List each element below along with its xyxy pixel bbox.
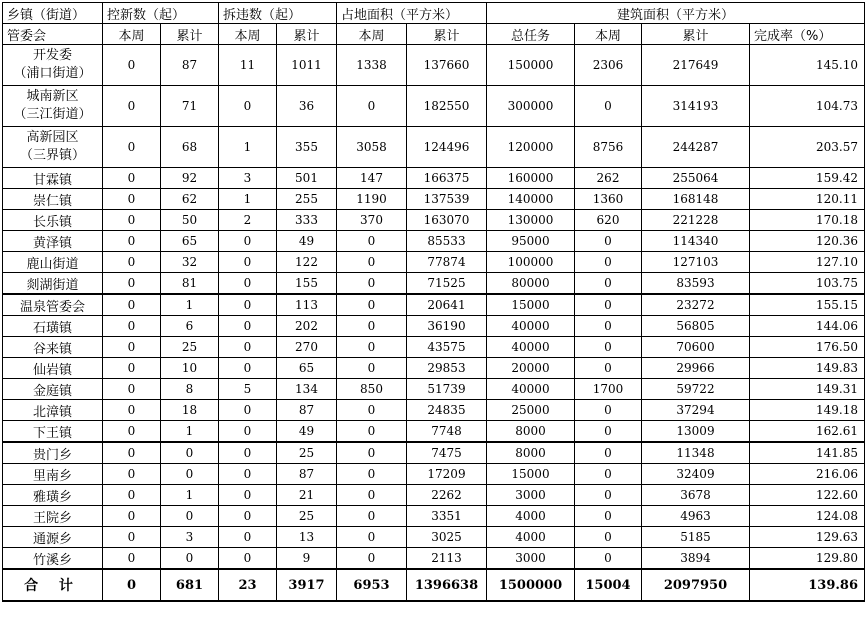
control-week-cell: 0 [103, 506, 161, 527]
table-row [3, 45, 865, 86]
table-row [3, 506, 865, 527]
table-row [3, 189, 865, 210]
demolish-week-cell: 0 [219, 400, 277, 421]
control-week-cell: 0 [103, 231, 161, 252]
building-total-cell: 168148 [642, 189, 750, 210]
building-task-cell: 95000 [487, 231, 575, 252]
building-task-cell: 160000 [487, 168, 575, 189]
control-total-cell: 3 [161, 527, 219, 548]
land-total-cell: 7475 [407, 442, 487, 464]
completion-rate-cell: 145.10 [750, 45, 865, 86]
control-week-cell: 0 [103, 210, 161, 231]
demolish-week-cell: 0 [219, 231, 277, 252]
land-total-cell: 163070 [407, 210, 487, 231]
land-week-cell: 1338 [337, 45, 407, 86]
control-week-cell: 0 [103, 252, 161, 273]
total-row [3, 569, 865, 601]
control-week-cell: 0 [103, 127, 161, 168]
building-week-cell: 0 [575, 485, 642, 506]
building-task-cell: 8000 [487, 442, 575, 464]
land-total-cell: 3351 [407, 506, 487, 527]
header-building-task: 总任务 [487, 24, 575, 45]
town-name-cell: 贵门乡 [3, 442, 103, 464]
land-total-cell: 2113 [407, 548, 487, 570]
demolish-week-cell: 0 [219, 442, 277, 464]
demolish-week-cell: 0 [219, 421, 277, 443]
completion-rate-cell: 120.36 [750, 231, 865, 252]
town-name-cell: 王院乡 [3, 506, 103, 527]
control-total-cell: 25 [161, 337, 219, 358]
header-building-total: 累计 [642, 24, 750, 45]
land-week-cell: 0 [337, 485, 407, 506]
header-control-total: 累计 [161, 24, 219, 45]
building-week-cell: 0 [575, 86, 642, 127]
town-name-cell: 甘霖镇 [3, 168, 103, 189]
land-week-cell: 0 [337, 527, 407, 548]
demolish-total-cell: 87 [277, 400, 337, 421]
building-total-cell: 13009 [642, 421, 750, 443]
town-name-cell: 剡湖街道 [3, 273, 103, 295]
building-total-cell: 32409 [642, 464, 750, 485]
control-week-cell: 0 [103, 273, 161, 295]
control-week-cell: 0 [103, 86, 161, 127]
building-week-cell: 0 [575, 442, 642, 464]
land-total-cell: 36190 [407, 316, 487, 337]
table-row [3, 337, 865, 358]
building-total-cell: 4963 [642, 506, 750, 527]
building-total-cell: 3894 [642, 548, 750, 570]
land-week-cell: 0 [337, 421, 407, 443]
land-total-cell: 43575 [407, 337, 487, 358]
town-name-cell: 崇仁镇 [3, 189, 103, 210]
table-row [3, 168, 865, 189]
demolish-week-cell: 2 [219, 210, 277, 231]
town-name-cell: 下王镇 [3, 421, 103, 443]
control-week-cell: 0 [103, 442, 161, 464]
land-week-cell: 0 [337, 358, 407, 379]
completion-rate-cell: 170.18 [750, 210, 865, 231]
building-total-cell: 314193 [642, 86, 750, 127]
town-name-cell: 高新园区 （三界镇） [3, 127, 103, 168]
table-row [3, 442, 865, 464]
demolish-week-cell: 0 [219, 252, 277, 273]
land-total-cell: 182550 [407, 86, 487, 127]
demolish-week-cell: 0 [219, 294, 277, 316]
demolish-total-cell: 255 [277, 189, 337, 210]
completion-rate-cell: 120.11 [750, 189, 865, 210]
building-week-cell: 620 [575, 210, 642, 231]
demolish-total-cell: 13 [277, 527, 337, 548]
demolish-week-cell: 5 [219, 379, 277, 400]
land-week-cell: 0 [337, 294, 407, 316]
control-total-cell: 0 [161, 464, 219, 485]
completion-rate-cell: 104.73 [750, 86, 865, 127]
demolish-total-cell: 134 [277, 379, 337, 400]
demolish-total-cell: 355 [277, 127, 337, 168]
table-row [3, 421, 865, 443]
building-task-cell: 130000 [487, 210, 575, 231]
completion-rate-cell: 155.15 [750, 294, 865, 316]
building-total-cell: 221228 [642, 210, 750, 231]
demolish-total-cell: 202 [277, 316, 337, 337]
building-task-cell: 20000 [487, 358, 575, 379]
land-total-cell: 124496 [407, 127, 487, 168]
control-total-cell: 71 [161, 86, 219, 127]
building-total-cell: 11348 [642, 442, 750, 464]
completion-rate-cell: 122.60 [750, 485, 865, 506]
town-name-cell: 雅璜乡 [3, 485, 103, 506]
control-week-cell: 0 [103, 548, 161, 570]
control-week-cell: 0 [103, 421, 161, 443]
land-week-cell: 6953 [337, 569, 407, 601]
building-total-cell: 70600 [642, 337, 750, 358]
land-week-cell: 0 [337, 442, 407, 464]
building-week-cell: 0 [575, 337, 642, 358]
demolish-total-cell: 49 [277, 231, 337, 252]
header-demolish-week: 本周 [219, 24, 277, 45]
header-demolish-count: 拆违数（起） [219, 3, 337, 24]
land-total-cell: 85533 [407, 231, 487, 252]
control-total-cell: 681 [161, 569, 219, 601]
control-week-cell: 0 [103, 337, 161, 358]
table-row [3, 316, 865, 337]
land-total-cell: 137660 [407, 45, 487, 86]
building-total-cell: 114340 [642, 231, 750, 252]
table-row [3, 210, 865, 231]
control-week-cell: 0 [103, 485, 161, 506]
header-land-week: 本周 [337, 24, 407, 45]
demolish-week-cell: 1 [219, 189, 277, 210]
building-task-cell: 1500000 [487, 569, 575, 601]
control-week-cell: 0 [103, 45, 161, 86]
building-week-cell: 2306 [575, 45, 642, 86]
control-week-cell: 0 [103, 189, 161, 210]
building-week-cell: 0 [575, 400, 642, 421]
demolish-week-cell: 0 [219, 273, 277, 295]
building-total-cell: 59722 [642, 379, 750, 400]
building-week-cell: 0 [575, 252, 642, 273]
building-week-cell: 0 [575, 231, 642, 252]
completion-rate-cell: 162.61 [750, 421, 865, 443]
control-total-cell: 87 [161, 45, 219, 86]
town-name-cell: 城南新区 （三江街道） [3, 86, 103, 127]
building-task-cell: 40000 [487, 316, 575, 337]
building-week-cell: 0 [575, 506, 642, 527]
demolish-week-cell: 23 [219, 569, 277, 601]
building-task-cell: 40000 [487, 337, 575, 358]
completion-rate-cell: 149.18 [750, 400, 865, 421]
demolish-total-cell: 501 [277, 168, 337, 189]
land-week-cell: 0 [337, 316, 407, 337]
control-total-cell: 62 [161, 189, 219, 210]
table-row [3, 231, 865, 252]
control-week-cell: 0 [103, 464, 161, 485]
building-week-cell: 262 [575, 168, 642, 189]
building-total-cell: 56805 [642, 316, 750, 337]
control-total-cell: 1 [161, 294, 219, 316]
completion-rate-cell: 149.31 [750, 379, 865, 400]
town-name-cell: 通源乡 [3, 527, 103, 548]
demolish-week-cell: 0 [219, 464, 277, 485]
building-week-cell: 0 [575, 316, 642, 337]
demolish-total-cell: 270 [277, 337, 337, 358]
land-week-cell: 0 [337, 337, 407, 358]
demolish-week-cell: 0 [219, 527, 277, 548]
building-total-cell: 5185 [642, 527, 750, 548]
table-row [3, 548, 865, 570]
control-total-cell: 92 [161, 168, 219, 189]
town-name-cell: 竹溪乡 [3, 548, 103, 570]
demolish-total-cell: 49 [277, 421, 337, 443]
demolish-total-cell: 122 [277, 252, 337, 273]
demolish-week-cell: 11 [219, 45, 277, 86]
land-total-cell: 24835 [407, 400, 487, 421]
building-task-cell: 15000 [487, 464, 575, 485]
land-total-cell: 3025 [407, 527, 487, 548]
demolish-week-cell: 0 [219, 316, 277, 337]
building-week-cell: 0 [575, 464, 642, 485]
control-week-cell: 0 [103, 316, 161, 337]
demolish-total-cell: 87 [277, 464, 337, 485]
control-total-cell: 10 [161, 358, 219, 379]
town-name-cell: 长乐镇 [3, 210, 103, 231]
building-task-cell: 3000 [487, 485, 575, 506]
demolish-total-cell: 25 [277, 442, 337, 464]
land-total-cell: 29853 [407, 358, 487, 379]
demolish-total-cell: 333 [277, 210, 337, 231]
building-week-cell: 0 [575, 421, 642, 443]
demolish-week-cell: 3 [219, 168, 277, 189]
header-control-week: 本周 [103, 24, 161, 45]
table-row [3, 294, 865, 316]
building-task-cell: 80000 [487, 273, 575, 295]
building-task-cell: 300000 [487, 86, 575, 127]
town-name-cell: 金庭镇 [3, 379, 103, 400]
header-town: 乡镇（街道） [3, 3, 103, 24]
building-total-cell: 3678 [642, 485, 750, 506]
header-row-sub [3, 24, 865, 45]
town-name-cell: 鹿山街道 [3, 252, 103, 273]
header-row-group [3, 3, 865, 24]
completion-rate-cell: 176.50 [750, 337, 865, 358]
completion-rate-cell: 124.08 [750, 506, 865, 527]
control-week-cell: 0 [103, 358, 161, 379]
header-land-total: 累计 [407, 24, 487, 45]
demolish-week-cell: 0 [219, 485, 277, 506]
control-week-cell: 0 [103, 294, 161, 316]
land-week-cell: 1190 [337, 189, 407, 210]
building-task-cell: 140000 [487, 189, 575, 210]
land-week-cell: 0 [337, 400, 407, 421]
statistics-table [2, 2, 865, 602]
building-total-cell: 29966 [642, 358, 750, 379]
demolish-total-cell: 25 [277, 506, 337, 527]
table-row [3, 273, 865, 295]
table-row [3, 527, 865, 548]
town-name-cell: 合 计 [3, 569, 103, 601]
demolish-week-cell: 0 [219, 337, 277, 358]
table-row [3, 252, 865, 273]
land-total-cell: 166375 [407, 168, 487, 189]
completion-rate-cell: 159.42 [750, 168, 865, 189]
header-committee: 管委会 [3, 24, 103, 45]
land-total-cell: 20641 [407, 294, 487, 316]
building-week-cell: 1360 [575, 189, 642, 210]
building-week-cell: 0 [575, 527, 642, 548]
completion-rate-cell: 129.80 [750, 548, 865, 570]
demolish-total-cell: 3917 [277, 569, 337, 601]
land-week-cell: 147 [337, 168, 407, 189]
land-week-cell: 3058 [337, 127, 407, 168]
building-task-cell: 100000 [487, 252, 575, 273]
table-row [3, 485, 865, 506]
demolish-total-cell: 113 [277, 294, 337, 316]
completion-rate-cell: 103.75 [750, 273, 865, 295]
demolish-week-cell: 0 [219, 548, 277, 570]
demolish-total-cell: 9 [277, 548, 337, 570]
completion-rate-cell: 139.86 [750, 569, 865, 601]
building-total-cell: 244287 [642, 127, 750, 168]
header-control-count: 控新数（起） [103, 3, 219, 24]
land-week-cell: 0 [337, 506, 407, 527]
land-total-cell: 1396638 [407, 569, 487, 601]
demolish-total-cell: 21 [277, 485, 337, 506]
control-week-cell: 0 [103, 168, 161, 189]
land-week-cell: 850 [337, 379, 407, 400]
header-building-area: 建筑面积（平方米） [487, 3, 865, 24]
building-total-cell: 23272 [642, 294, 750, 316]
demolish-week-cell: 1 [219, 127, 277, 168]
header-completion-rate: 完成率（%） [750, 24, 865, 45]
control-total-cell: 18 [161, 400, 219, 421]
completion-rate-cell: 141.85 [750, 442, 865, 464]
demolish-week-cell: 0 [219, 506, 277, 527]
control-week-cell: 0 [103, 527, 161, 548]
completion-rate-cell: 144.06 [750, 316, 865, 337]
building-week-cell: 0 [575, 358, 642, 379]
demolish-total-cell: 155 [277, 273, 337, 295]
control-week-cell: 0 [103, 379, 161, 400]
building-week-cell: 0 [575, 294, 642, 316]
building-week-cell: 0 [575, 273, 642, 295]
control-total-cell: 0 [161, 506, 219, 527]
building-task-cell: 4000 [487, 506, 575, 527]
building-total-cell: 83593 [642, 273, 750, 295]
building-week-cell: 8756 [575, 127, 642, 168]
land-total-cell: 17209 [407, 464, 487, 485]
land-week-cell: 0 [337, 464, 407, 485]
completion-rate-cell: 129.63 [750, 527, 865, 548]
control-total-cell: 8 [161, 379, 219, 400]
land-week-cell: 0 [337, 231, 407, 252]
land-week-cell: 370 [337, 210, 407, 231]
town-name-cell: 里南乡 [3, 464, 103, 485]
table-row [3, 86, 865, 127]
control-total-cell: 50 [161, 210, 219, 231]
table-row [3, 464, 865, 485]
control-total-cell: 1 [161, 485, 219, 506]
building-total-cell: 2097950 [642, 569, 750, 601]
building-total-cell: 127103 [642, 252, 750, 273]
town-name-cell: 温泉管委会 [3, 294, 103, 316]
land-week-cell: 0 [337, 548, 407, 570]
building-task-cell: 25000 [487, 400, 575, 421]
building-week-cell: 0 [575, 548, 642, 570]
town-name-cell: 开发委 （浦口街道） [3, 45, 103, 86]
land-total-cell: 77874 [407, 252, 487, 273]
land-total-cell: 7748 [407, 421, 487, 443]
building-task-cell: 4000 [487, 527, 575, 548]
building-task-cell: 40000 [487, 379, 575, 400]
control-week-cell: 0 [103, 400, 161, 421]
town-name-cell: 仙岩镇 [3, 358, 103, 379]
control-total-cell: 32 [161, 252, 219, 273]
completion-rate-cell: 149.83 [750, 358, 865, 379]
demolish-total-cell: 36 [277, 86, 337, 127]
completion-rate-cell: 127.10 [750, 252, 865, 273]
control-total-cell: 0 [161, 442, 219, 464]
town-name-cell: 石璜镇 [3, 316, 103, 337]
building-task-cell: 15000 [487, 294, 575, 316]
building-total-cell: 255064 [642, 168, 750, 189]
table-row [3, 127, 865, 168]
demolish-total-cell: 65 [277, 358, 337, 379]
control-total-cell: 68 [161, 127, 219, 168]
table-row [3, 400, 865, 421]
header-land-area: 占地面积（平方米） [337, 3, 487, 24]
land-week-cell: 0 [337, 86, 407, 127]
control-total-cell: 65 [161, 231, 219, 252]
town-name-cell: 黄泽镇 [3, 231, 103, 252]
building-week-cell: 1700 [575, 379, 642, 400]
building-task-cell: 3000 [487, 548, 575, 570]
building-task-cell: 8000 [487, 421, 575, 443]
building-total-cell: 217649 [642, 45, 750, 86]
building-task-cell: 150000 [487, 45, 575, 86]
demolish-week-cell: 0 [219, 358, 277, 379]
building-week-cell: 15004 [575, 569, 642, 601]
demolish-total-cell: 1011 [277, 45, 337, 86]
building-task-cell: 120000 [487, 127, 575, 168]
control-total-cell: 0 [161, 548, 219, 570]
land-total-cell: 2262 [407, 485, 487, 506]
land-week-cell: 0 [337, 273, 407, 295]
land-week-cell: 0 [337, 252, 407, 273]
table-row [3, 358, 865, 379]
town-name-cell: 北漳镇 [3, 400, 103, 421]
demolish-week-cell: 0 [219, 86, 277, 127]
table-row [3, 379, 865, 400]
land-total-cell: 71525 [407, 273, 487, 295]
completion-rate-cell: 216.06 [750, 464, 865, 485]
header-building-week: 本周 [575, 24, 642, 45]
land-total-cell: 137539 [407, 189, 487, 210]
completion-rate-cell: 203.57 [750, 127, 865, 168]
control-total-cell: 6 [161, 316, 219, 337]
town-name-cell: 谷来镇 [3, 337, 103, 358]
control-week-cell: 0 [103, 569, 161, 601]
building-total-cell: 37294 [642, 400, 750, 421]
land-total-cell: 51739 [407, 379, 487, 400]
header-demolish-total: 累计 [277, 24, 337, 45]
control-total-cell: 81 [161, 273, 219, 295]
control-total-cell: 1 [161, 421, 219, 443]
